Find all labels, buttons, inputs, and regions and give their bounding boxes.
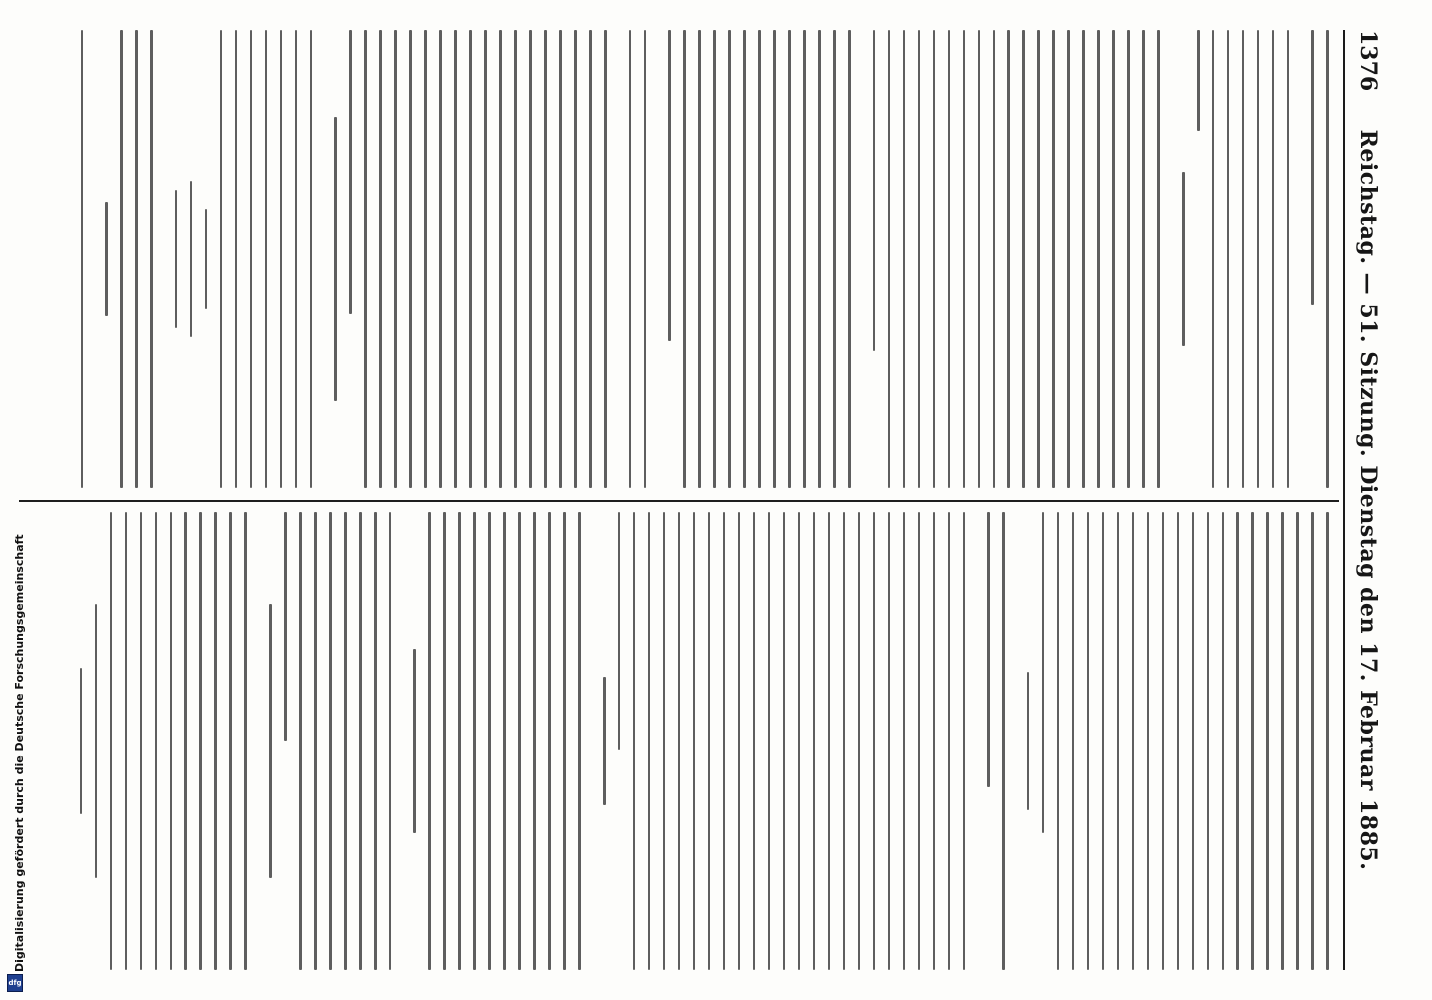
text-column-right xyxy=(29,512,1329,970)
text-line xyxy=(190,181,193,337)
text-line xyxy=(295,30,298,488)
text-line xyxy=(713,30,716,488)
text-line xyxy=(499,30,502,488)
text-line xyxy=(214,512,217,970)
text-line xyxy=(1266,512,1269,970)
text-line xyxy=(1067,30,1070,488)
text-line xyxy=(140,512,143,970)
text-line xyxy=(933,512,936,970)
text-line xyxy=(379,30,382,488)
text-line xyxy=(843,512,846,970)
text-line xyxy=(708,512,711,970)
text-line xyxy=(95,604,98,879)
text-line xyxy=(284,512,287,741)
text-line xyxy=(963,30,966,488)
text-line xyxy=(933,30,936,488)
text-line xyxy=(603,677,606,805)
text-line xyxy=(244,512,247,970)
text-line xyxy=(633,512,636,970)
text-line xyxy=(783,512,786,970)
text-line xyxy=(918,30,921,488)
text-line xyxy=(1127,30,1130,488)
text-line xyxy=(1281,512,1284,970)
digitization-footer xyxy=(4,4,26,994)
text-line xyxy=(1192,512,1195,970)
text-line xyxy=(364,30,367,488)
text-line xyxy=(773,30,776,488)
text-line xyxy=(120,30,123,488)
text-line xyxy=(918,512,921,970)
text-line xyxy=(663,512,666,970)
text-line xyxy=(1037,30,1040,488)
text-line xyxy=(1008,30,1011,488)
text-line xyxy=(828,512,831,970)
text-line xyxy=(503,512,506,970)
text-line xyxy=(948,512,951,970)
text-line xyxy=(993,30,996,488)
text-line xyxy=(394,30,397,488)
text-line xyxy=(1311,30,1314,305)
text-line xyxy=(185,512,188,970)
text-line xyxy=(978,30,981,488)
text-line xyxy=(848,30,851,488)
text-line xyxy=(235,30,238,488)
text-line xyxy=(250,30,253,488)
text-line xyxy=(299,512,302,970)
text-line xyxy=(1237,512,1240,970)
text-line xyxy=(80,668,83,815)
text-line xyxy=(1177,512,1180,970)
text-line xyxy=(544,30,547,488)
text-line xyxy=(454,30,457,488)
text-line xyxy=(1052,30,1055,488)
column-divider xyxy=(19,500,1339,502)
text-line xyxy=(1087,512,1090,970)
text-line xyxy=(265,30,268,488)
text-line xyxy=(1182,172,1185,346)
text-line xyxy=(833,30,836,488)
text-line xyxy=(488,512,491,970)
text-line xyxy=(987,512,990,787)
text-line xyxy=(533,512,536,970)
text-line xyxy=(693,512,696,970)
text-line xyxy=(170,512,173,970)
text-line xyxy=(678,512,681,970)
text-line xyxy=(644,30,647,488)
text-line xyxy=(1097,30,1100,488)
text-line xyxy=(175,190,178,327)
text-line xyxy=(1057,512,1060,970)
text-line xyxy=(1102,512,1105,970)
text-line xyxy=(344,512,347,970)
text-line xyxy=(1022,30,1025,488)
text-line xyxy=(629,30,632,488)
page-header xyxy=(1349,30,1381,970)
text-line xyxy=(529,30,532,488)
text-line xyxy=(110,512,113,970)
text-line xyxy=(1212,30,1215,488)
text-line xyxy=(604,30,607,488)
text-line xyxy=(334,117,337,401)
text-line xyxy=(1002,512,1005,970)
text-line xyxy=(648,512,651,970)
text-line xyxy=(618,512,621,750)
text-line xyxy=(574,30,577,488)
text-line xyxy=(349,30,352,314)
text-line xyxy=(738,512,741,970)
text-line xyxy=(125,512,128,970)
text-line xyxy=(888,30,891,488)
text-line xyxy=(578,512,581,970)
text-line xyxy=(753,512,756,970)
text-line xyxy=(803,30,806,488)
text-line xyxy=(723,512,726,970)
text-line xyxy=(858,512,861,970)
text-line xyxy=(443,512,446,970)
text-line xyxy=(1272,30,1275,488)
text-line xyxy=(559,30,562,488)
text-line xyxy=(903,30,906,488)
text-line xyxy=(1222,512,1225,970)
text-line xyxy=(1157,30,1160,488)
text-line xyxy=(414,649,417,832)
text-line xyxy=(888,512,891,970)
text-line xyxy=(409,30,412,488)
text-line xyxy=(683,30,686,488)
text-line xyxy=(668,30,671,341)
text-line xyxy=(269,604,272,879)
text-line xyxy=(768,512,771,970)
text-line xyxy=(205,209,208,310)
text-line xyxy=(473,512,476,970)
text-column-left xyxy=(29,30,1329,488)
text-line xyxy=(329,512,332,970)
text-line xyxy=(903,512,906,970)
text-line xyxy=(873,512,876,970)
running-head: Reichstag. — 51. Sitzung. Dienstag den 17. Februar 1885. xyxy=(1355,129,1381,871)
text-line xyxy=(310,30,313,488)
text-line xyxy=(813,512,816,970)
text-line xyxy=(589,30,592,488)
text-line xyxy=(1027,672,1030,809)
text-line xyxy=(135,30,138,488)
text-line xyxy=(1112,30,1115,488)
text-line xyxy=(758,30,761,488)
text-line xyxy=(1042,512,1045,833)
text-line xyxy=(199,512,202,970)
text-line xyxy=(1326,30,1329,488)
text-line xyxy=(105,202,108,317)
text-line xyxy=(1311,512,1314,970)
text-line xyxy=(1147,512,1150,970)
text-line xyxy=(389,512,392,970)
text-line xyxy=(698,30,701,488)
text-line xyxy=(563,512,566,970)
text-line xyxy=(374,512,377,970)
text-line xyxy=(1197,30,1200,131)
text-line xyxy=(788,30,791,488)
text-line xyxy=(1257,30,1260,488)
text-line xyxy=(439,30,442,488)
text-line xyxy=(728,30,731,488)
text-line xyxy=(428,512,431,970)
text-line xyxy=(458,512,461,970)
footer-credit: Digitalisierung gefördert durch die Deutsche Forschungsgemeinschaft xyxy=(13,534,26,972)
text-line xyxy=(1132,512,1135,970)
text-line xyxy=(514,30,517,488)
text-line xyxy=(1251,512,1254,970)
text-line xyxy=(81,30,84,488)
text-line xyxy=(818,30,821,488)
text-line xyxy=(1296,512,1299,970)
text-line xyxy=(1227,30,1230,488)
text-line xyxy=(798,512,801,970)
text-line xyxy=(229,512,232,970)
dfg-logo-icon: dfg xyxy=(7,974,23,992)
text-line xyxy=(484,30,487,488)
text-line xyxy=(1326,512,1329,970)
text-line xyxy=(963,512,966,970)
text-line xyxy=(1242,30,1245,488)
text-line xyxy=(1162,512,1165,970)
text-line xyxy=(1287,30,1290,488)
text-line xyxy=(150,30,153,488)
text-line xyxy=(743,30,746,488)
text-line xyxy=(220,30,223,488)
text-line xyxy=(359,512,362,970)
text-line xyxy=(518,512,521,970)
text-line xyxy=(280,30,283,488)
text-line xyxy=(314,512,317,970)
header-rule xyxy=(1343,30,1345,970)
text-line xyxy=(1207,512,1210,970)
text-line xyxy=(548,512,551,970)
text-line xyxy=(873,30,876,351)
text-line xyxy=(1117,512,1120,970)
text-line xyxy=(1082,30,1085,488)
text-line xyxy=(948,30,951,488)
text-line xyxy=(469,30,472,488)
text-line xyxy=(424,30,427,488)
text-line xyxy=(1142,30,1145,488)
text-line xyxy=(155,512,158,970)
page-number: 1376 xyxy=(1355,30,1381,92)
text-line xyxy=(1072,512,1075,970)
